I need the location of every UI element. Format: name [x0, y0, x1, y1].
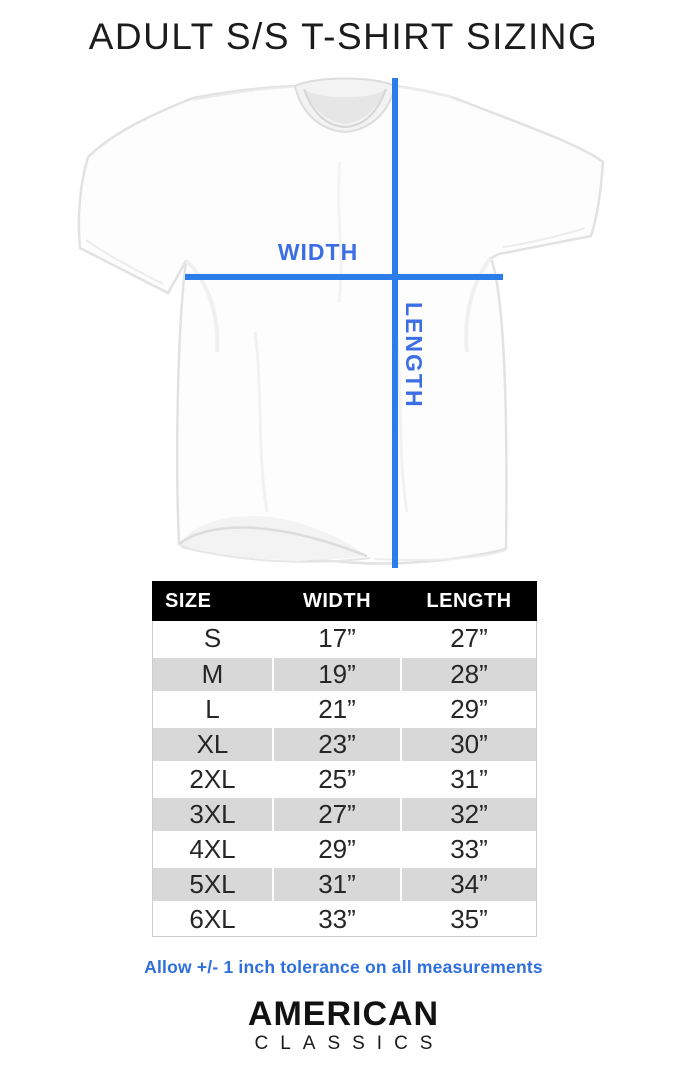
table-row — [153, 726, 536, 761]
length-label: LENGTH — [401, 302, 427, 409]
table-row — [153, 866, 536, 901]
table-row — [153, 901, 536, 936]
brand-logo — [0, 997, 687, 1053]
table-row — [153, 796, 536, 831]
cell-width: 27” — [274, 798, 402, 831]
table-row — [153, 761, 536, 796]
cell-length: 29” — [450, 694, 488, 724]
cell-length: 31” — [450, 764, 488, 794]
cell-size: L — [153, 693, 274, 726]
cell-width: 21” — [274, 693, 402, 726]
cell-size: 4XL — [153, 833, 274, 866]
width-measure-line — [185, 274, 503, 280]
cell-size: M — [153, 658, 274, 691]
cell-length: 33” — [450, 834, 488, 864]
cell-size: 6XL — [153, 903, 274, 936]
column-header-width: WIDTH — [302, 589, 372, 612]
size-chart-header-row — [152, 581, 537, 621]
cell-width: 19” — [274, 658, 402, 691]
page-title: ADULT S/S T-SHIRT SIZING — [88, 16, 599, 57]
cell-width: 17” — [274, 621, 402, 656]
cell-size: S — [153, 621, 274, 656]
cell-width: 33” — [274, 903, 402, 936]
brand-subname: CLASSICS — [254, 1033, 445, 1054]
table-row — [153, 621, 536, 656]
column-header-length: LENGTH — [426, 589, 512, 612]
cell-size: 3XL — [153, 798, 274, 831]
tolerance-note: Allow +/- 1 inch tolerance on all measurements — [144, 957, 543, 977]
cell-length: 35” — [450, 904, 488, 934]
cell-width: 23” — [274, 728, 402, 761]
tshirt-image — [55, 72, 635, 572]
size-chart-body — [152, 621, 537, 937]
cell-width: 29” — [274, 833, 402, 866]
cell-width: 25” — [274, 763, 402, 796]
width-label: WIDTH — [277, 239, 359, 265]
cell-length: 30” — [450, 729, 488, 759]
brand-name: AMERICAN — [247, 995, 440, 1033]
cell-size: 2XL — [153, 763, 274, 796]
cell-length: 28” — [450, 659, 488, 689]
size-chart-table — [152, 581, 537, 937]
table-row — [153, 831, 536, 866]
cell-size: XL — [153, 728, 274, 761]
cell-width: 31” — [274, 868, 402, 901]
table-row — [153, 691, 536, 726]
length-measure-line — [392, 78, 398, 568]
column-header-size: SIZE — [165, 589, 212, 612]
cell-length: 32” — [450, 799, 488, 829]
cell-size: 5XL — [153, 868, 274, 901]
cell-length: 27” — [450, 623, 488, 653]
table-row — [153, 656, 536, 691]
cell-length: 34” — [450, 869, 488, 899]
